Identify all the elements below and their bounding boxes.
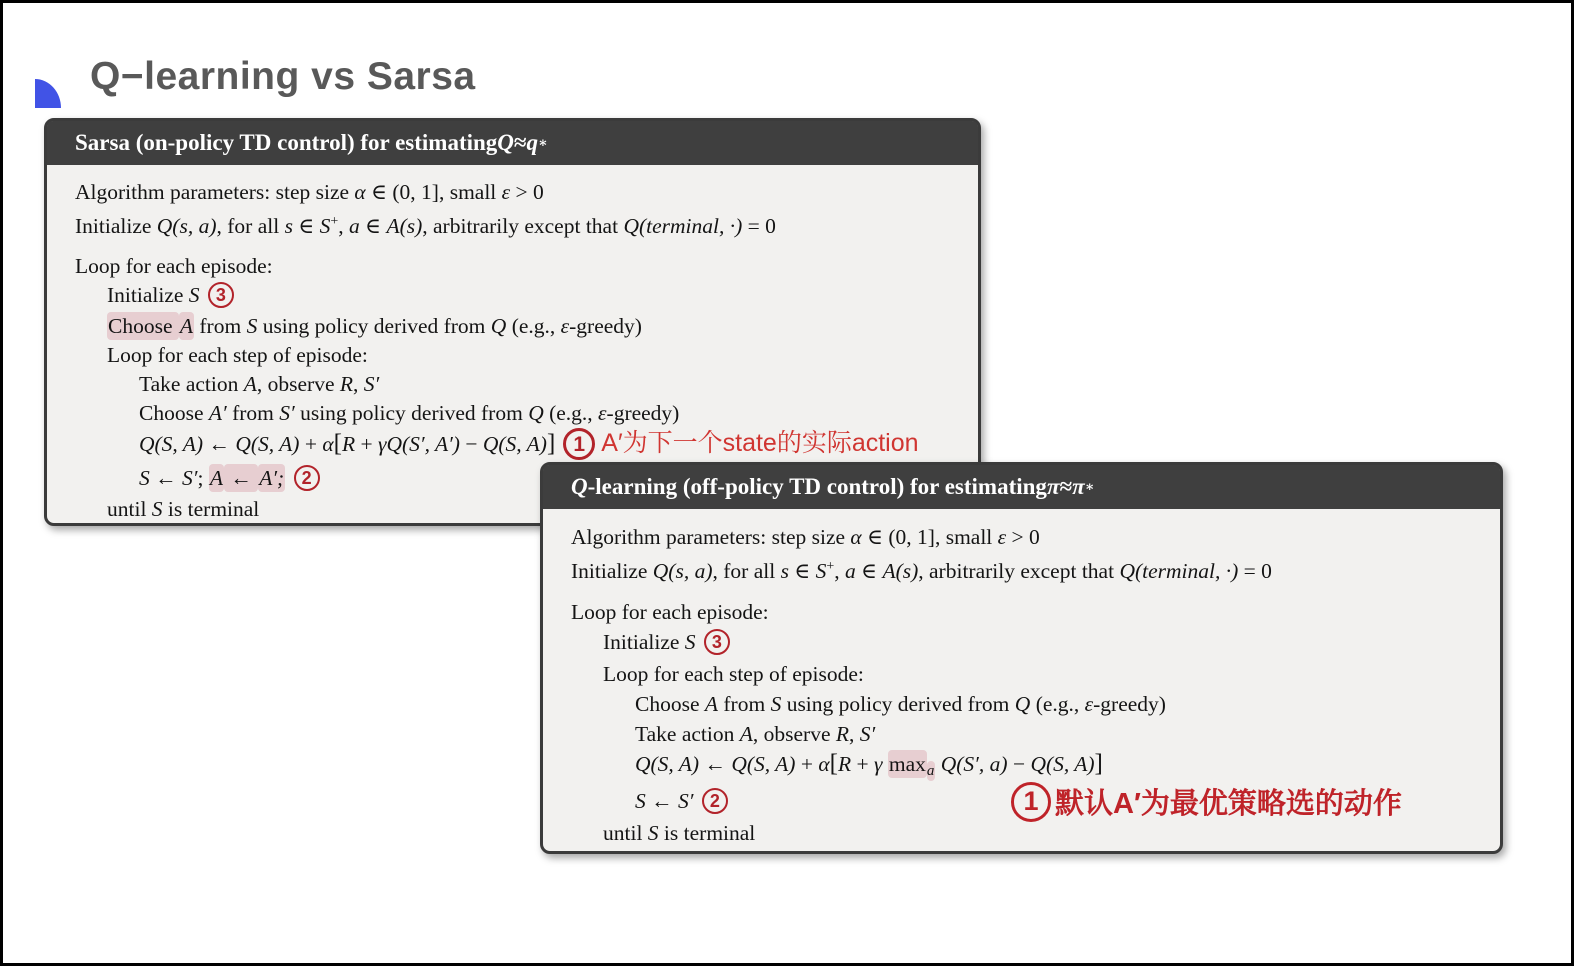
text-segment: Q bbox=[497, 130, 514, 155]
algo-line bbox=[571, 818, 1490, 848]
text-segment: S bbox=[635, 789, 646, 814]
text-segment: + bbox=[299, 432, 323, 456]
text-segment: Initialize bbox=[571, 559, 653, 583]
text-segment: from bbox=[718, 692, 771, 717]
text-segment: using policy derived from bbox=[294, 401, 529, 426]
text-segment: ← bbox=[645, 789, 678, 814]
text-segment: max bbox=[888, 752, 926, 777]
text-segment: R bbox=[341, 432, 356, 456]
text-segment: Choose bbox=[108, 314, 178, 339]
text-segment: α bbox=[354, 180, 366, 204]
text-segment: A bbox=[209, 466, 223, 491]
text-segment: S′ bbox=[182, 466, 198, 491]
text-segment: ∈ (0, 1], small bbox=[365, 180, 502, 204]
algo-line bbox=[571, 659, 1490, 689]
text-segment: , bbox=[338, 214, 350, 238]
algo-line bbox=[75, 252, 968, 281]
text-segment: Q(terminal, ·) bbox=[623, 214, 743, 238]
circled-number: 2 bbox=[294, 465, 320, 491]
text-segment: A′; bbox=[259, 466, 285, 491]
text-segment: S′ bbox=[678, 789, 694, 814]
title-accent-shape bbox=[35, 79, 61, 108]
text-segment: A bbox=[739, 722, 753, 747]
text-segment: Choose bbox=[635, 692, 705, 717]
text-segment: S′ bbox=[279, 401, 295, 426]
algo-line bbox=[571, 689, 1490, 719]
algo-line bbox=[75, 312, 968, 341]
algo-line bbox=[75, 341, 968, 370]
text-segment: , bbox=[849, 722, 860, 747]
text-segment: is terminal bbox=[162, 497, 260, 522]
sarsa-box-title bbox=[47, 121, 978, 165]
text-segment: ; bbox=[197, 466, 209, 491]
text-segment: s bbox=[284, 214, 293, 238]
text-segment: A bbox=[243, 372, 257, 397]
text-segment: Choose bbox=[139, 401, 209, 426]
text-segment: [ bbox=[333, 430, 342, 457]
page-title: Q−learning vs Sarsa bbox=[90, 55, 476, 98]
text-segment bbox=[693, 789, 698, 813]
text-segment: Q bbox=[571, 474, 588, 499]
text-segment: , for all bbox=[712, 559, 781, 583]
text-segment bbox=[285, 466, 290, 490]
text-segment: using policy derived from bbox=[257, 314, 491, 339]
text-segment: R bbox=[835, 722, 850, 747]
text-segment: a bbox=[926, 763, 935, 780]
text-segment: S bbox=[246, 314, 258, 339]
text-segment: Loop for each step of episode: bbox=[107, 343, 368, 368]
text-segment: [ bbox=[829, 750, 838, 778]
text-segment: s bbox=[780, 559, 789, 583]
circled-number: 2 bbox=[702, 788, 728, 814]
text-segment: + bbox=[795, 752, 819, 777]
text-segment: a bbox=[845, 559, 856, 583]
text-segment: S bbox=[815, 559, 827, 583]
text-segment: A(s) bbox=[882, 559, 919, 583]
text-segment: γQ(S′, A′) bbox=[377, 432, 460, 456]
text-segment: + bbox=[851, 752, 874, 777]
text-segment: A′为下一个state的实际action bbox=[601, 429, 919, 457]
text-segment: S bbox=[188, 283, 200, 307]
text-segment: Q(s, a) bbox=[652, 559, 713, 583]
text-segment: ∗ bbox=[538, 135, 548, 151]
text-segment: , observe bbox=[256, 372, 340, 397]
text-segment: S′ bbox=[859, 722, 876, 747]
text-segment: from bbox=[194, 314, 247, 339]
text-segment: from bbox=[226, 401, 280, 426]
text-segment: + bbox=[330, 214, 339, 229]
text-segment: -greedy) bbox=[1093, 692, 1166, 717]
text-segment: S′ bbox=[363, 372, 380, 397]
text-segment: Q(S′, a) bbox=[940, 752, 1008, 777]
text-segment: A bbox=[179, 314, 194, 339]
text-segment: − bbox=[459, 432, 483, 456]
text-segment: until bbox=[107, 497, 152, 522]
text-segment: γ bbox=[873, 752, 888, 777]
text-segment: , bbox=[834, 559, 846, 583]
text-segment: until bbox=[603, 821, 648, 846]
text-segment: Q(S, A) bbox=[235, 432, 300, 456]
text-segment bbox=[200, 283, 205, 307]
text-segment: ← bbox=[203, 432, 236, 456]
text-segment: ε bbox=[598, 401, 607, 426]
text-segment: + bbox=[826, 559, 835, 574]
algo-line bbox=[75, 428, 968, 464]
text-segment: ∈ bbox=[788, 559, 816, 583]
text-segment: = 0 bbox=[1238, 559, 1272, 583]
algo-line bbox=[75, 178, 968, 207]
text-segment: Sarsa (on-policy TD control) for estimating bbox=[75, 130, 498, 155]
qlearning-algorithm-box bbox=[540, 462, 1503, 854]
algo-line bbox=[75, 399, 968, 428]
text-segment: Loop for each episode: bbox=[75, 254, 273, 278]
text-segment: > 0 bbox=[1006, 525, 1040, 549]
text-segment: S bbox=[770, 692, 782, 717]
text-segment: R bbox=[837, 752, 852, 777]
text-segment: ≈ bbox=[1059, 474, 1073, 499]
text-segment: ∈ bbox=[855, 559, 883, 583]
text-segment: ← bbox=[224, 466, 258, 491]
text-segment: using policy derived from bbox=[781, 692, 1015, 717]
text-segment: ] bbox=[1094, 750, 1103, 778]
text-segment: R bbox=[339, 372, 354, 397]
text-segment: Take action bbox=[139, 372, 244, 397]
text-segment: ∈ bbox=[359, 214, 387, 238]
text-segment: Q bbox=[528, 401, 544, 426]
text-segment: A bbox=[704, 692, 719, 717]
text-segment: q bbox=[526, 130, 539, 155]
text-segment: Q(S, A) bbox=[731, 752, 796, 777]
text-segment: α bbox=[850, 525, 862, 549]
text-segment: Loop for each episode: bbox=[571, 600, 769, 624]
text-segment: -greedy) bbox=[569, 314, 642, 339]
text-segment: Q(S, A) bbox=[139, 432, 204, 456]
text-segment: ∈ bbox=[292, 214, 320, 238]
text-segment: ] bbox=[546, 430, 556, 457]
text-segment: α bbox=[818, 752, 830, 777]
circled-number: 1 bbox=[563, 428, 595, 460]
text-segment bbox=[696, 630, 701, 654]
algo-line bbox=[75, 207, 968, 241]
text-segment: -greedy) bbox=[606, 401, 680, 426]
algo-line bbox=[571, 627, 1490, 659]
text-segment: S bbox=[647, 821, 659, 846]
text-segment: S bbox=[684, 630, 696, 654]
text-segment: , bbox=[353, 372, 364, 397]
text-segment: S bbox=[151, 497, 163, 522]
text-segment: Q(s, a) bbox=[156, 214, 217, 238]
text-segment: π bbox=[1072, 474, 1085, 499]
circled-number: 3 bbox=[704, 629, 730, 655]
algo-line bbox=[571, 522, 1490, 552]
text-segment: A(s) bbox=[386, 214, 423, 238]
text-segment: α bbox=[322, 432, 334, 456]
circled-number: 3 bbox=[208, 282, 234, 308]
text-segment: Q bbox=[490, 314, 507, 339]
text-segment: ← bbox=[699, 752, 732, 777]
annotation-text: 默认A′为最优策略选的动作 bbox=[1055, 788, 1402, 820]
text-segment: (e.g., bbox=[543, 401, 599, 426]
text-segment: Q bbox=[1014, 692, 1031, 717]
text-segment: ∗ bbox=[1084, 479, 1095, 495]
text-segment: + bbox=[355, 432, 378, 456]
text-segment: ε bbox=[1084, 692, 1094, 717]
text-segment: is terminal bbox=[658, 821, 756, 846]
text-segment: S bbox=[139, 466, 150, 491]
text-segment: , arbitrarily except that bbox=[422, 214, 624, 238]
text-segment: > 0 bbox=[510, 180, 544, 204]
text-segment: π bbox=[1046, 474, 1060, 499]
text-segment: , observe bbox=[752, 722, 836, 747]
algo-line bbox=[75, 281, 968, 312]
algo-line bbox=[571, 719, 1490, 749]
text-segment: ∈ (0, 1], small bbox=[861, 525, 998, 549]
text-segment: Algorithm parameters: step size bbox=[571, 525, 851, 549]
text-segment: S bbox=[319, 214, 331, 238]
text-segment: ← bbox=[149, 466, 182, 491]
text-segment: − bbox=[1007, 752, 1031, 777]
text-segment: (e.g., bbox=[1030, 692, 1085, 717]
text-segment: Initialize bbox=[75, 214, 157, 238]
text-segment: A′ bbox=[208, 401, 227, 426]
text-segment: a bbox=[349, 214, 360, 238]
text-segment: Q(S, A) bbox=[482, 432, 547, 456]
algo-line bbox=[75, 370, 968, 399]
text-segment: (e.g., bbox=[506, 314, 561, 339]
text-segment: , for all bbox=[216, 214, 285, 238]
text-segment: ε bbox=[997, 525, 1007, 549]
algo-line bbox=[571, 597, 1490, 627]
qlearning-annotation bbox=[1011, 781, 1402, 822]
text-segment: -learning (off-policy TD control) for estimating bbox=[587, 474, 1047, 499]
text-segment: ≈ bbox=[513, 130, 527, 155]
qlearning-box-title bbox=[543, 465, 1500, 509]
text-segment: Initialize bbox=[107, 283, 189, 307]
text-segment: Take action bbox=[635, 722, 740, 747]
text-segment: Q(S, A) bbox=[1030, 752, 1095, 777]
text-segment: Loop for each step of episode: bbox=[603, 662, 864, 687]
text-segment: Q(terminal, ·) bbox=[1119, 559, 1239, 583]
text-segment: Q(S, A) bbox=[635, 752, 700, 777]
text-segment: ε bbox=[560, 314, 570, 339]
algo-line bbox=[571, 552, 1490, 586]
text-segment: Algorithm parameters: step size bbox=[75, 180, 355, 204]
text-segment: ε bbox=[501, 180, 511, 204]
text-segment: , arbitrarily except that bbox=[918, 559, 1120, 583]
text-segment: = 0 bbox=[742, 214, 776, 238]
circled-number: 1 bbox=[1011, 782, 1051, 822]
text-segment: Initialize bbox=[603, 630, 685, 654]
